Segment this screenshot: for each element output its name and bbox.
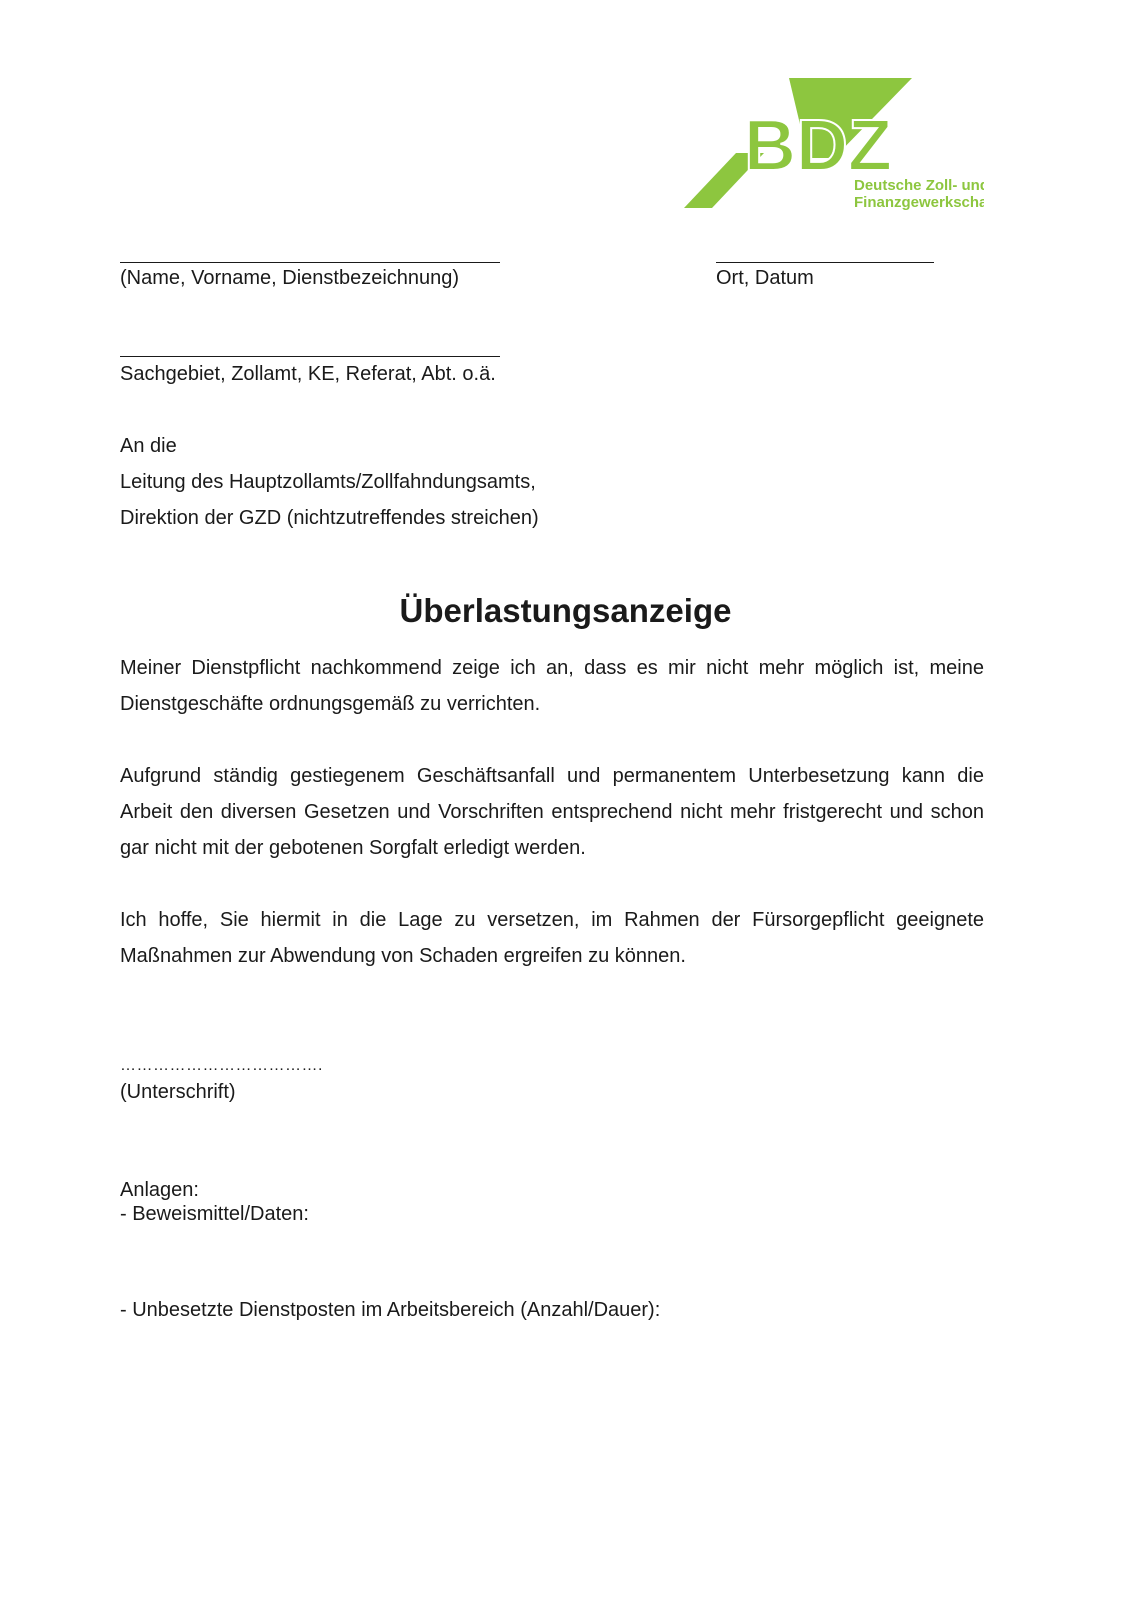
logo-line-1: Deutsche Zoll- und [854,177,984,194]
recipient-line-1: An die [120,435,177,457]
signature-dots: ………………………………. [120,1057,323,1074]
paragraph-2: Aufgrund ständig gestiegenem Geschäftsanfall und permanentem Unterbesetzung kann die Arbeit den diversen Gesetzen und Vorschriften entsprechend nicht mehr fristgerecht und schon gar nicht mit der gebotenen Sorgfalt erledigt werden. [120,765,984,859]
attachments-heading: Anlagen: [120,1179,199,1201]
bdz-logo-graphic [684,78,984,218]
recipient-line-3: Direktion der GZD (nichtzutreffendes streichen) [120,507,539,529]
name-blank-line [120,262,500,263]
logo-abbreviation: BDZ [744,106,892,186]
document-title: Überlastungsanzeige [399,592,732,629]
date-blank-line [716,262,934,263]
name-label: (Name, Vorname, Dienstbezeichnung) [120,267,460,289]
attachment-item-vacancies: - Unbesetzte Dienstposten im Arbeitsbereich (Anzahl/Dauer): [120,1299,661,1321]
attachment-item-evidence: - Beweismittel/Daten: [120,1203,309,1225]
date-label: Ort, Datum [716,267,814,289]
bdz-logo [684,78,984,218]
logo-line-2: Finanzgewerkschaft [854,194,984,211]
signature-label: (Unterschrift) [120,1081,236,1103]
paragraph-3: Ich hoffe, Sie hiermit in die Lage zu versetzen, im Rahmen der Fürsorgepflicht geeignete Maßnahmen zur Abwendung von Schaden ergreifen zu können. [120,909,984,967]
recipient-line-2: Leitung des Hauptzollamts/Zollfahndungsamts, [120,471,536,493]
unit-label: Sachgebiet, Zollamt, KE, Referat, Abt. o.ä. [120,363,496,385]
paragraph-1: Meiner Dienstpflicht nachkommend zeige ich an, dass es mir nicht mehr möglich ist, meine Dienstgeschäfte ordnungsgemäß zu verrichten. [120,657,984,715]
unit-blank-line [120,356,500,357]
